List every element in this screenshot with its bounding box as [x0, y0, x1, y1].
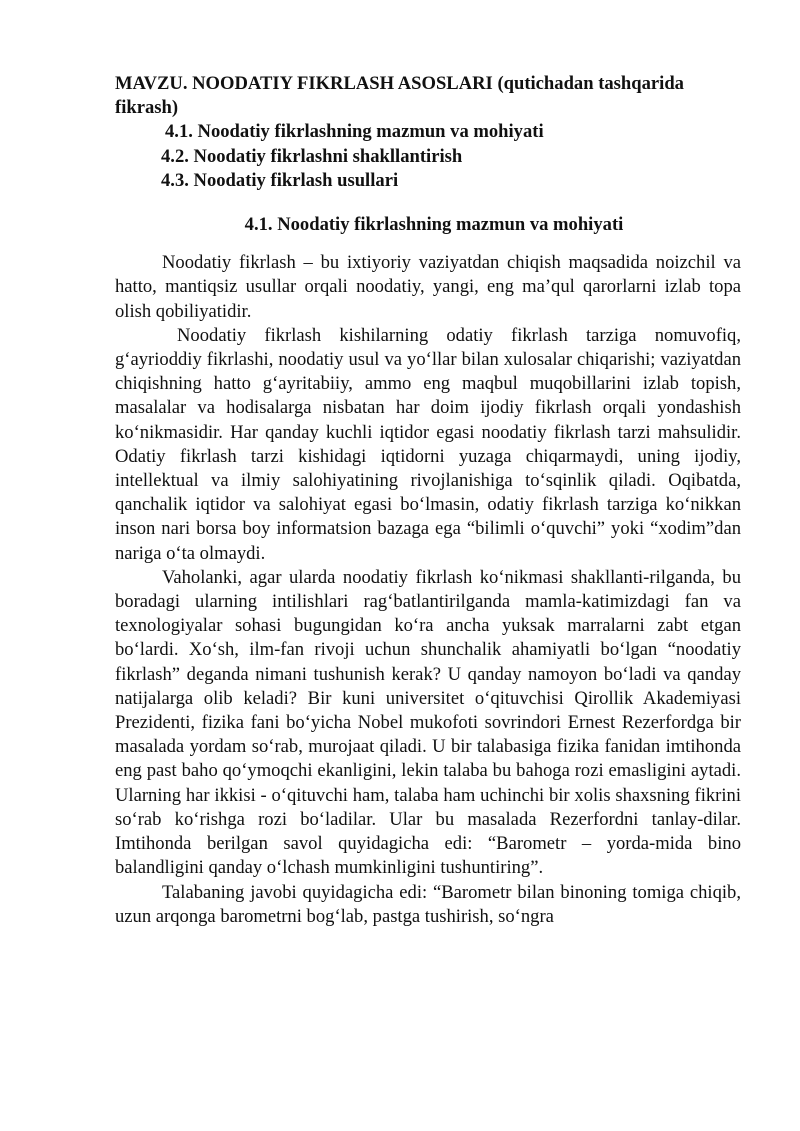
- paragraph: Noodatiy fikrlash – bu ixtiyoriy vaziyatdan chiqish maqsadida noizchil va hatto, mantiqsiz usullar orqali noodatiy, yangi, eng ma’qul qarorlarni izlab topa olish qobiliyatidir.: [115, 252, 741, 322]
- toc-item: 4.1. Noodatiy fikrlashning mazmun va mohiyati: [165, 121, 544, 143]
- section-heading: 4.1. Noodatiy fikrlashning mazmun va mohiyati: [244, 214, 624, 236]
- paragraph: Vaholanki, agar ularda noodatiy fikrlash ko‘nikmasi shakllanti-rilganda, bu boradagi ularning intilishlari rag‘batlantirilganda mamla-katimizdagi fan va texnologiyalar sohasi bugungidan ko‘ra ancha yuksak marralarni zabt etgan bo‘lardi. Xo‘sh, ilm-fan rivoji uchun shunchalik ahamiyatli bo‘lgan “noodatiy fikrlash” deganda nimani tushunish kerak? U qanday namoyon bo‘ladi va qanday natijalarga olib keladi? Bir kuni universitet o‘qituvchisi Qirollik Akademiyasi Prezidenti, fizika fani bo‘yicha Nobel mukofoti sovrindori Ernest Rezerfordga bir masalada yordam so‘rab, murojaat qiladi. U bir talabasiga fizika fanidan imtihonda eng past baho qo‘ymoqchi ekanligini, lekin talaba bu bahoga rozi emasligini aytadi. Ularning har ikkisi - o‘qituvchi ham, talaba ham uchinchi bir xolis shaxsning fikrini so‘rab ko‘rishga rozi bo‘ladilar. Ular bu masalada Rezerfordni tanlay-dilar. Imtihonda berilgan savol quyidagicha edi: “Barometr – yorda-mida bino balandligini qanday o‘lchash mumkinligini tushuntiring”.: [115, 566, 741, 879]
- document-page: [115, 72, 741, 929]
- paragraph: Talabaning javobi quyidagicha edi: “Barometr bilan binoning tomiga chiqib, uzun arqonga barometrni bog‘lab, pastga tushirish, so‘ngra: [115, 881, 741, 927]
- toc-item: 4.3. Noodatiy fikrlash usullari: [161, 169, 399, 191]
- document-title: MAVZU. NOODATIY FIKRLASH ASOSLARI (qutichadan tashqarida fikrash): [115, 73, 684, 119]
- paragraph: Noodatiy fikrlash kishilarning odatiy fikrlash tarziga nomuvofiq, g‘ayrioddiy fikrlashi, noodatiy usul va yo‘llar bilan xulosalar chiqarishi; vaziyatdan chiqishning hatto g‘ayritabiiy, ammo eng maqbul muqobillarini izlab topish, masalalar va hodisalarga nisbatan har doim ijodiy fikrlash orqali yondashish ko‘nikmasidir. Har qanday kuchli iqtidor egasi noodatiy fikrlash tarzi mahsulidir. Odatiy fikrlash tarzi kishidagi iqtidorni yuzaga chiqarmaydi, uning ijodiy, intellektual va ilmiy salohiyatining rivojlanishiga to‘sqinlik qiladi. Oqibatda, qanchalik iqtidor va salohiyat egasi bo‘lmasin, odatiy fikrlash tarziga ko‘nikkan inson nari borsa boy informatsion bazaga ega “bilimli o‘quvchi” yoki “xodim”dan nariga o‘ta olmaydi.: [115, 324, 741, 564]
- toc-item: 4.2. Noodatiy fikrlashni shakllantirish: [161, 145, 463, 167]
- table-of-contents: [115, 120, 741, 193]
